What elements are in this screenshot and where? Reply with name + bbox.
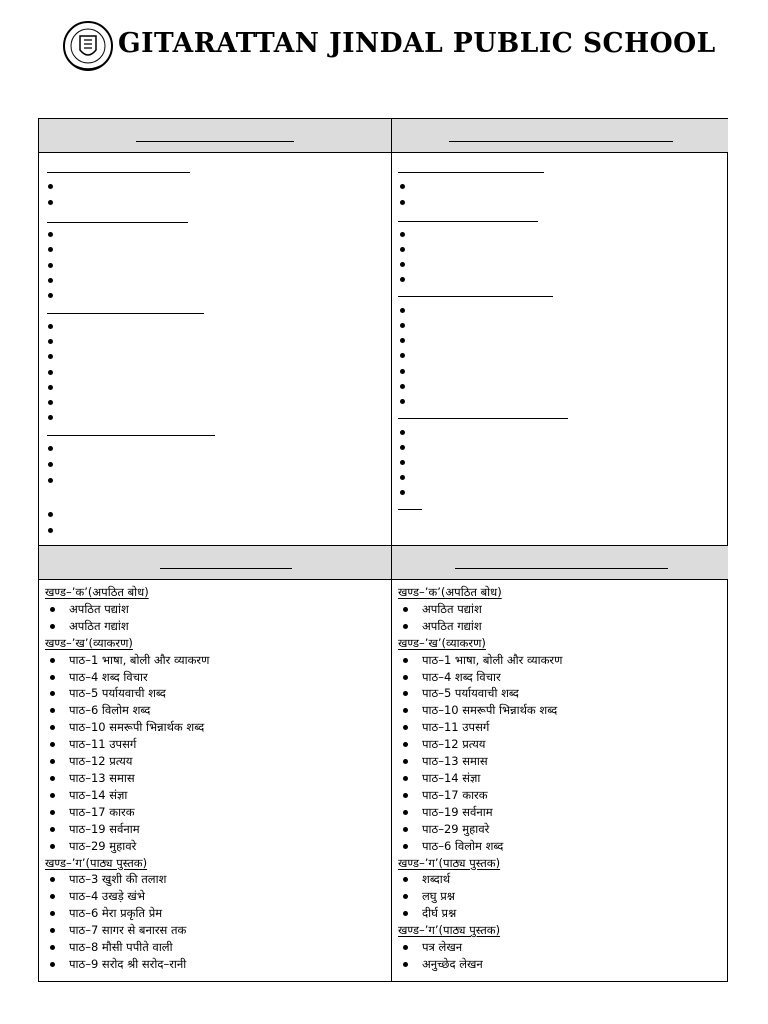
bullet (48, 184, 53, 189)
bullet (400, 490, 405, 495)
bottom-left-heading-cell (39, 546, 391, 579)
section-title: खण्ड–’ख’(व्याकरण) (45, 635, 133, 650)
page-header (62, 18, 722, 80)
bullet (400, 353, 405, 358)
bullet (400, 200, 405, 205)
list-item: पाठ–19 सर्वनाम (398, 804, 724, 821)
bullet (400, 430, 405, 435)
list-item: अपठित गद्यांश (398, 618, 724, 635)
section-title: खण्ड–’क’(अपठित बोध) (45, 585, 149, 599)
list-item: पाठ–6 विलोम शब्द (45, 702, 387, 719)
list-item: पाठ–4 शब्द विचार (398, 669, 724, 686)
list-item: पाठ–8 मौसी पपीते वाली (45, 939, 387, 956)
list-item: पाठ–4 शब्द विचार (45, 669, 387, 686)
bullet (400, 338, 405, 343)
right-syllabus-list (398, 584, 724, 973)
bullet (400, 399, 405, 404)
list-item: पाठ–7 सागर से बनारस तक (45, 922, 387, 939)
top-left-outline-cell (39, 153, 391, 545)
outline-heading-line (398, 296, 553, 297)
outline-heading-line (47, 435, 215, 436)
top-right-heading-cell (392, 119, 728, 152)
list-item: पाठ–14 संज्ञा (45, 787, 387, 804)
list-item: पाठ–3 खुशी की तलाश (45, 871, 387, 888)
list-item: पाठ–5 पर्यायवाची शब्द (45, 685, 387, 702)
list-item: पाठ–14 संज्ञा (398, 770, 724, 787)
bullet (400, 475, 405, 480)
list-item: अनुच्छेद लेखन (398, 956, 724, 973)
bullet (48, 263, 53, 268)
top-left-heading-cell (39, 119, 391, 152)
list-item: अपठित गद्यांश (45, 618, 387, 635)
heading-underline (160, 568, 292, 569)
list-item: पत्र लेखन (398, 939, 724, 956)
bullet (48, 462, 53, 467)
bullet (48, 324, 53, 329)
list-item: अपठित पद्यांश (398, 601, 724, 618)
outline-heading-line (398, 418, 568, 419)
bullet (48, 339, 53, 344)
list-item: पाठ–13 समास (398, 753, 724, 770)
list-item: दीर्घ प्रश्न (398, 905, 724, 922)
bullet (48, 354, 53, 359)
outline-heading-line (47, 313, 204, 314)
bullet (48, 278, 53, 283)
list-item: पाठ–9 सरोद श्री सरोद–रानी (45, 956, 387, 973)
bullet (48, 385, 53, 390)
bullet (48, 293, 53, 298)
bullet (48, 512, 53, 517)
heading-underline (136, 141, 294, 142)
list-item: पाठ–5 पर्यायवाची शब्द (398, 685, 724, 702)
bullet (48, 446, 53, 451)
outline-heading-line (47, 172, 190, 173)
list-item: पाठ–12 प्रत्यय (45, 753, 387, 770)
right-syllabus-cell (392, 580, 728, 982)
list-item: पाठ–11 उपसर्ग (398, 719, 724, 736)
list-item: पाठ–10 समरूपी भिन्नार्थक शब्द (398, 702, 724, 719)
list-item: पाठ–29 मुहावरे (45, 838, 387, 855)
column-divider (391, 119, 392, 981)
heading-underline (449, 141, 673, 142)
school-crest-icon (62, 18, 114, 76)
left-syllabus-cell (39, 580, 391, 982)
list-item: पाठ–11 उपसर्ग (45, 736, 387, 753)
bottom-right-heading-cell (392, 546, 728, 579)
list-item: शब्दार्थ (398, 871, 724, 888)
bullet (400, 184, 405, 189)
bullet (400, 323, 405, 328)
list-item: पाठ–19 सर्वनाम (45, 821, 387, 838)
bullet (48, 478, 53, 483)
outline-heading-line (47, 222, 188, 223)
bullet (400, 460, 405, 465)
heading-underline (455, 568, 668, 569)
bullet (48, 200, 53, 205)
list-item: पाठ–13 समास (45, 770, 387, 787)
list-item: पाठ–17 कारक (398, 787, 724, 804)
list-item: लघु प्रश्न (398, 888, 724, 905)
list-item: अपठित पद्यांश (45, 601, 387, 618)
bullet (48, 528, 53, 533)
section-title: खण्ड–’ग’(पाठ्य पुस्तक) (398, 923, 501, 938)
section-title: खण्ड–’ग’(पाठ्य पुस्तक) (45, 855, 148, 870)
bullet (400, 262, 405, 267)
bullet (400, 369, 405, 374)
list-item: पाठ–1 भाषा, बोली और व्याकरण (398, 652, 724, 669)
section-title: खण्ड–’ख’(व्याकरण) (398, 635, 486, 650)
section-title: खण्ड–’ग’(पाठ्य पुस्तक) (398, 855, 501, 870)
bullet (48, 247, 53, 252)
bullet (400, 445, 405, 450)
syllabus-grid (38, 118, 728, 982)
bullet (400, 247, 405, 252)
outline-heading-line (398, 509, 422, 510)
bullet (400, 384, 405, 389)
list-item: पाठ–10 समरूपी भिन्नार्थक शब्द (45, 719, 387, 736)
list-item: पाठ–6 मेरा प्रकृति प्रेम (45, 905, 387, 922)
list-item: पाठ–17 कारक (45, 804, 387, 821)
bullet (400, 308, 405, 313)
list-item: पाठ–1 भाषा, बोली और व्याकरण (45, 652, 387, 669)
outline-heading-line (398, 172, 544, 173)
list-item: पाठ–6 विलोम शब्द (398, 838, 724, 855)
bullet (400, 232, 405, 237)
school-name: GITARATTAN JINDAL PUBLIC SCHOOL (118, 28, 716, 59)
bullet (400, 277, 405, 282)
outline-heading-line (398, 221, 538, 222)
list-item: पाठ–29 मुहावरे (398, 821, 724, 838)
bullet (48, 400, 53, 405)
section-title: खण्ड–’क’(अपठित बोध) (398, 585, 502, 599)
top-right-outline-cell (392, 153, 728, 545)
bullet (48, 415, 53, 420)
left-syllabus-list (45, 584, 387, 973)
list-item: पाठ–12 प्रत्यय (398, 736, 724, 753)
list-item: पाठ–4 उखड़े खंभे (45, 888, 387, 905)
bullet (48, 370, 53, 375)
bullet (48, 232, 53, 237)
